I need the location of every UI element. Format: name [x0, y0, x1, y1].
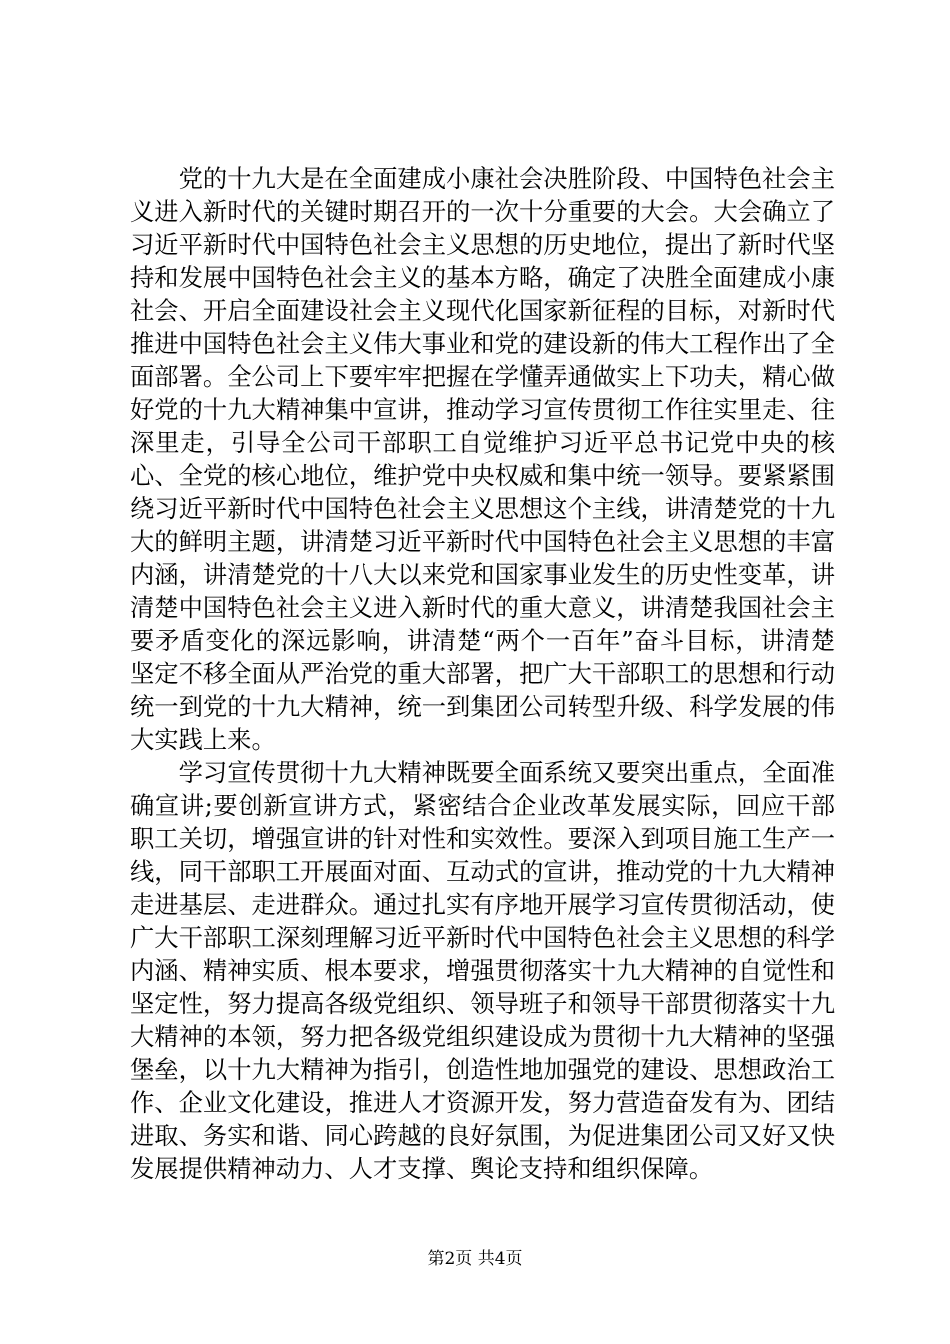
- document-body: [130, 162, 835, 1185]
- body-paragraph-2: 学习宣传贯彻十九大精神既要全面系统又要突出重点，全面准确宣讲;要创新宣讲方式，紧密结合企业改革发展实际，回应干部职工关切，增强宣讲的针对性和实效性。要深入到项目施工生产一线，同干部职工开展面对面、互动式的宣讲，推动党的十九大精神走进基层、走进群众。通过扎实有序地开展学习宣传贯彻活动，使广大干部职工深刻理解习近平新时代中国特色社会主义思想的科学内涵、精神实质、根本要求，增强贯彻落实十九大精神的自觉性和坚定性，努力提高各级党组织、领导班子和领导干部贯彻落实十九大精神的本领，努力把各级党组织建设成为贯彻十九大精神的坚强堡垒，以十九大精神为指引，创造性地加强党的建设、思想政治工作、企业文化建设，推进人才资源开发，努力营造奋发有为、团结进取、务实和谐、同心跨越的良好氛围，为促进集团公司又好又快发展提供精神动力、人才支撑、舆论支持和组织保障。: [130, 758, 835, 1183]
- body-paragraph-1: 党的十九大是在全面建成小康社会决胜阶段、中国特色社会主义进入新时代的关键时期召开的一次十分重要的大会。大会确立了习近平新时代中国特色社会主义思想的历史地位，提出了新时代坚持和发展中国特色社会主义的基本方略，确定了决胜全面建成小康社会、开启全面建设社会主义现代化国家新征程的目标，对新时代推进中国特色社会主义伟大事业和党的建设新的伟大工程作出了全面部署。全公司上下要牢牢把握在学懂弄通做实上下功夫，精心做好党的十九大精神集中宣讲，推动学习宣传贯彻工作往实里走、往深里走，引导全公司干部职工自觉维护习近平总书记党中央的核心、全党的核心地位，维护党中央权威和集中统一领导。要紧紧围绕习近平新时代中国特色社会主义思想这个主线，讲清楚党的十九大的鲜明主题，讲清楚习近平新时代中国特色社会主义思想的丰富内涵，讲清楚党的十八大以来党和国家事业发生的历史性变革，讲清楚中国特色社会主义进入新时代的重大意义，讲清楚我国社会主要矛盾变化的深远影响，讲清楚“两个一百年”奋斗目标，讲清楚坚定不移全面从严治党的重大部署，把广大干部职工的思想和行动统一到党的十九大精神，统一到集团公司转型升级、科学发展的伟大实践上来。: [130, 164, 835, 754]
- page-footer: 第2页 共4页: [427, 1249, 523, 1269]
